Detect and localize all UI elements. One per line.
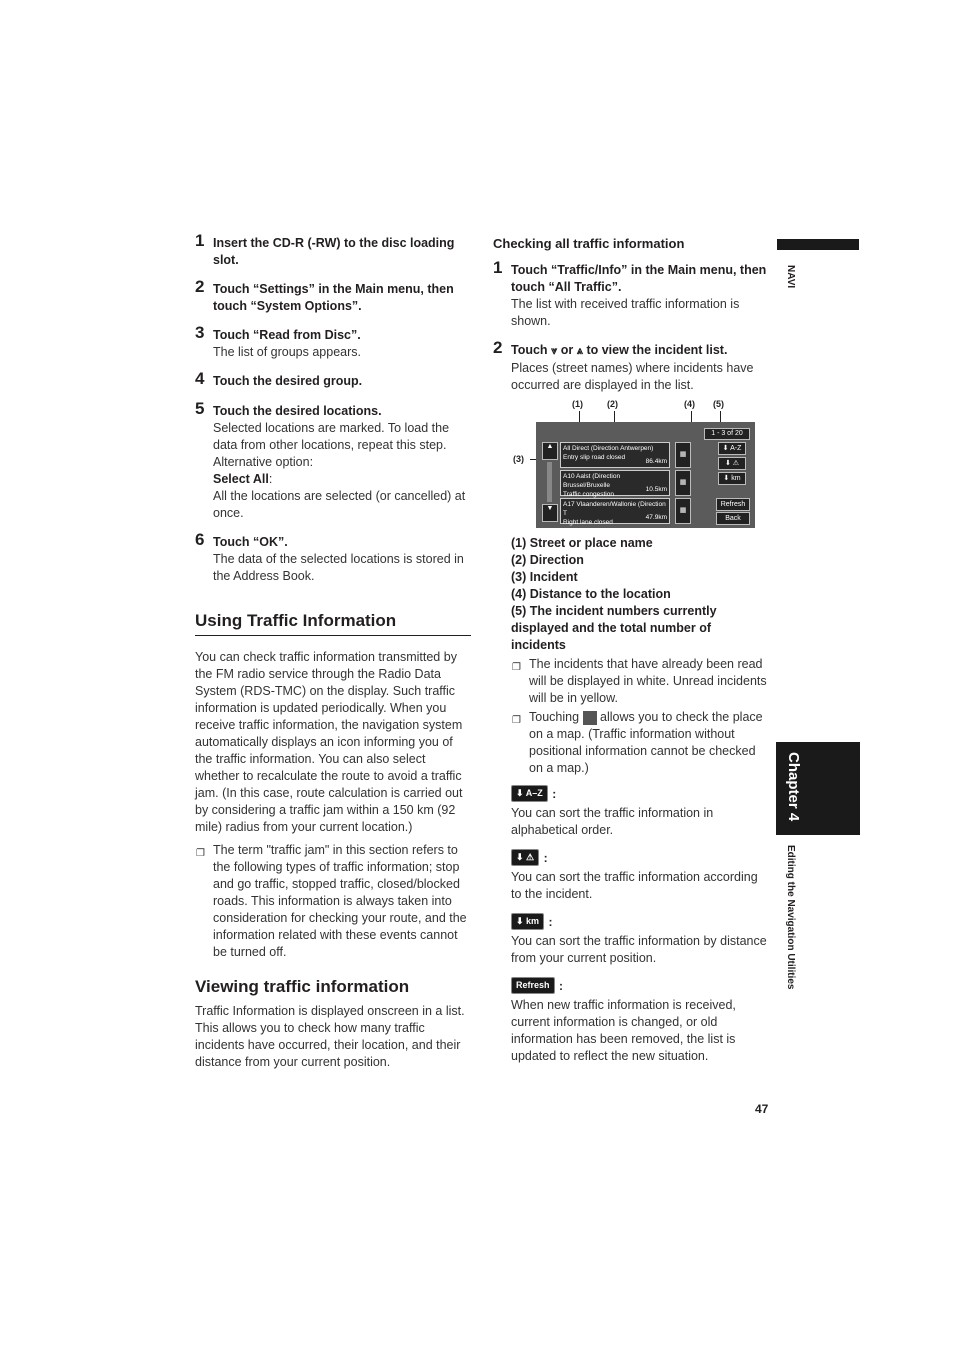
- step-number: 2: [493, 338, 503, 357]
- step-rest: to view the incident list.: [586, 343, 728, 357]
- scroll-down-button[interactable]: ▼: [542, 504, 558, 522]
- km-label: km: [731, 475, 741, 482]
- callout-5: (5): [713, 399, 724, 409]
- sort-colon: :: [558, 979, 563, 993]
- step-3: [195, 323, 471, 361]
- sort-az-icon: ⬇ A–Z: [511, 785, 548, 802]
- touching-note: [511, 709, 768, 777]
- checkbox-bullet-icon: ❐: [196, 848, 205, 859]
- step-body: The list with received traffic information is shown.: [511, 297, 740, 328]
- step-number: 5: [195, 399, 205, 418]
- traffic-jam-note: [195, 842, 471, 961]
- callout-2: (2): [607, 399, 618, 409]
- option-body: All the locations are selected (or cancelled) at once.: [213, 489, 466, 520]
- step-body: Places (street names) where incidents have occurred are displayed in the list.: [511, 361, 754, 392]
- legend-1: (1) Street or place name: [511, 536, 653, 550]
- step-5: [195, 399, 471, 522]
- filter-all: All Direct: [563, 445, 590, 452]
- sort-km-button[interactable]: ⬇ km: [718, 472, 746, 485]
- using-traffic-paragraph: You can check traffic information transmitted by the FM radio service through the Radio Data System (RDS-TMC) on the display. Such traffic information is updated periodically. When you receive traffic information, the navigation system automatically displays an icon informing you of the traffic information. You can also select whether to recalculate the route to avoid a traffic jam. (In this case, route calculation is carried out by considering a traffic jam within a 150 km (92 mile) radius from your current location.): [195, 650, 463, 834]
- sort-item-az: [511, 785, 768, 839]
- sidebar-top-bar: [777, 239, 859, 250]
- step-number: 3: [195, 323, 205, 342]
- viewing-traffic-heading: Viewing traffic information: [195, 977, 410, 996]
- read-note: [511, 656, 768, 707]
- section-label: Editing the Navigation Utilities: [785, 845, 796, 990]
- traffic-row-2[interactable]: [560, 470, 670, 496]
- counter-display: 1 - 3 of 20: [704, 428, 750, 440]
- checking-heading: Checking all traffic information: [493, 236, 685, 251]
- sort-colon: :: [552, 787, 557, 801]
- row-incident: Entry slip road closed: [563, 454, 626, 461]
- legend-5: (5) The incident numbers currently displayed and the total number of incidents: [511, 604, 717, 652]
- checking-step-1: [493, 258, 768, 330]
- map-button-3[interactable]: ▦: [675, 498, 691, 524]
- step-2: [195, 277, 471, 315]
- step-number: 2: [195, 277, 205, 296]
- scroll-down-icon: ⩔: [551, 345, 558, 357]
- step-instruction: Touch “Settings” in the Main menu, then touch “System Options”.: [213, 282, 454, 313]
- or-word: or: [560, 343, 574, 357]
- step-1: [195, 231, 471, 269]
- traffic-list-screen: [536, 422, 755, 528]
- callout-3: (3): [513, 454, 524, 464]
- sort-item-km: [511, 913, 768, 967]
- step-number: 6: [195, 530, 205, 549]
- sort-body: You can sort the traffic information in alphabetical order.: [511, 806, 714, 837]
- scroll-up-icon: ⩓: [576, 345, 583, 357]
- row-incident: Traffic congestion: [563, 491, 614, 498]
- option-name: Select All: [213, 472, 269, 486]
- checkbox-bullet-icon: ❐: [512, 715, 521, 726]
- sort-incident-icon-label: ⚠: [526, 852, 535, 863]
- row-street: A10 Aalst (Direction Brussel/Bruxelle: [563, 473, 621, 489]
- sort-colon: :: [548, 915, 553, 929]
- refresh-icon: Refresh: [511, 977, 555, 994]
- sort-body: You can sort the traffic information by distance from your current position.: [511, 934, 767, 965]
- scroll-up-button[interactable]: ▲: [542, 442, 558, 460]
- step-body: Selected locations are marked. To load the data from other locations, repeat this step.: [213, 421, 450, 452]
- legend-2: (2) Direction: [511, 553, 584, 567]
- page-number: 47: [755, 1102, 769, 1116]
- touch-word: Touch: [511, 343, 548, 357]
- sort-item-refresh: [511, 977, 768, 1065]
- map-icon: [583, 711, 597, 725]
- scroll-track: [547, 462, 552, 502]
- legend-and-notes: [511, 535, 768, 1065]
- row-distance: 86.4km: [645, 458, 667, 465]
- option-line: [213, 471, 471, 488]
- step-instruction: Touch the desired locations.: [213, 404, 382, 418]
- sort-body: When new traffic information is received, current information is changed, or old information has been removed, the list is updated to reflect the new situation.: [511, 998, 736, 1063]
- step-body: The list of groups appears.: [213, 345, 361, 359]
- alternative-label: Alternative option:: [213, 455, 314, 469]
- callout-4: (4): [684, 399, 695, 409]
- step-body: The data of the selected locations is stored in the Address Book.: [213, 552, 464, 583]
- option-colon: :: [268, 472, 273, 486]
- back-button[interactable]: Back: [716, 512, 750, 525]
- sort-item-incident: [511, 849, 768, 903]
- row-incident: Right lane closed: [563, 519, 613, 526]
- checking-step-2: [493, 338, 768, 394]
- filter-direction: (Direction Antwerpen): [590, 445, 654, 452]
- map-button-2[interactable]: ▦: [675, 470, 691, 496]
- row-distance: 47.9km: [645, 514, 667, 521]
- row-street: A17 Vlaanderen/Wallonie (Direction T: [563, 501, 666, 517]
- step-instruction: Touch “Traffic/Info” in the Main menu, then touch “All Traffic”.: [511, 263, 767, 294]
- touching-prefix: Touching: [529, 710, 580, 724]
- step-instruction: Touch “Read from Disc”.: [213, 328, 361, 342]
- sort-incident-icon: ⬇ ⚠: [511, 849, 539, 866]
- step-4: [195, 369, 471, 390]
- az-label: A-Z: [730, 445, 742, 452]
- step-number: 1: [195, 231, 205, 250]
- left-column: [195, 231, 471, 1071]
- using-traffic-heading: Using Traffic Information: [195, 611, 397, 630]
- legend-4: (4) Distance to the location: [511, 587, 671, 601]
- note-text: The term "traffic jam" in this section refers to the following types of traffic information; stop and go traffic, stopped traffic, closed/blocked roads. This information is always taken into consideration for checking your route, and the information related with these events cannot be turned off.: [213, 843, 467, 959]
- sort-body: You can sort the traffic information according to the incident.: [511, 870, 758, 901]
- legend-3: (3) Incident: [511, 570, 578, 584]
- traffic-row-3[interactable]: [560, 498, 670, 524]
- step-instruction: [511, 342, 768, 360]
- viewing-traffic-paragraph: Traffic Information is displayed onscreen in a list. This allows you to check how many traffic incidents have occurred, their location, and their distance from your current position.: [195, 1004, 465, 1069]
- checkbox-bullet-icon: ❐: [512, 662, 521, 673]
- chapter-tab: [776, 742, 860, 835]
- refresh-button[interactable]: Refresh: [716, 498, 750, 511]
- sort-km-icon-label: km: [526, 916, 540, 927]
- map-button-1[interactable]: ▦: [675, 442, 691, 468]
- sort-colon: :: [543, 851, 548, 865]
- step-number: 1: [493, 258, 503, 277]
- step-instruction: Touch “OK”.: [213, 535, 288, 549]
- row-street: [563, 444, 667, 453]
- step-6: [195, 530, 471, 585]
- sort-az-button[interactable]: ⬇ A-Z: [718, 442, 746, 455]
- chapter-label: Chapter 4: [785, 752, 802, 822]
- sort-az-icon-label: A–Z: [525, 788, 543, 799]
- heading-rule: [195, 635, 471, 636]
- sort-incident-button[interactable]: ⬇ ⚠: [718, 457, 746, 470]
- step-instruction: Touch the desired group.: [213, 374, 363, 388]
- step-instruction: Insert the CD-R (-RW) to the disc loading slot.: [213, 236, 455, 267]
- traffic-row-1[interactable]: [560, 442, 670, 468]
- right-column: [493, 235, 768, 394]
- sort-km-icon: ⬇ km: [511, 913, 544, 930]
- callout-1: (1): [572, 399, 583, 409]
- note-text: The incidents that have already been read will be displayed in white. Unread incidents will be in yellow.: [529, 657, 767, 705]
- sidebar-navi-label: NAVI: [785, 265, 796, 289]
- step-number: 4: [195, 369, 205, 388]
- row-distance: 10.5km: [645, 486, 667, 493]
- touching-suffix: allows you to check the place on a map. (Traffic information without positional information cannot be checked on a map.): [529, 710, 763, 775]
